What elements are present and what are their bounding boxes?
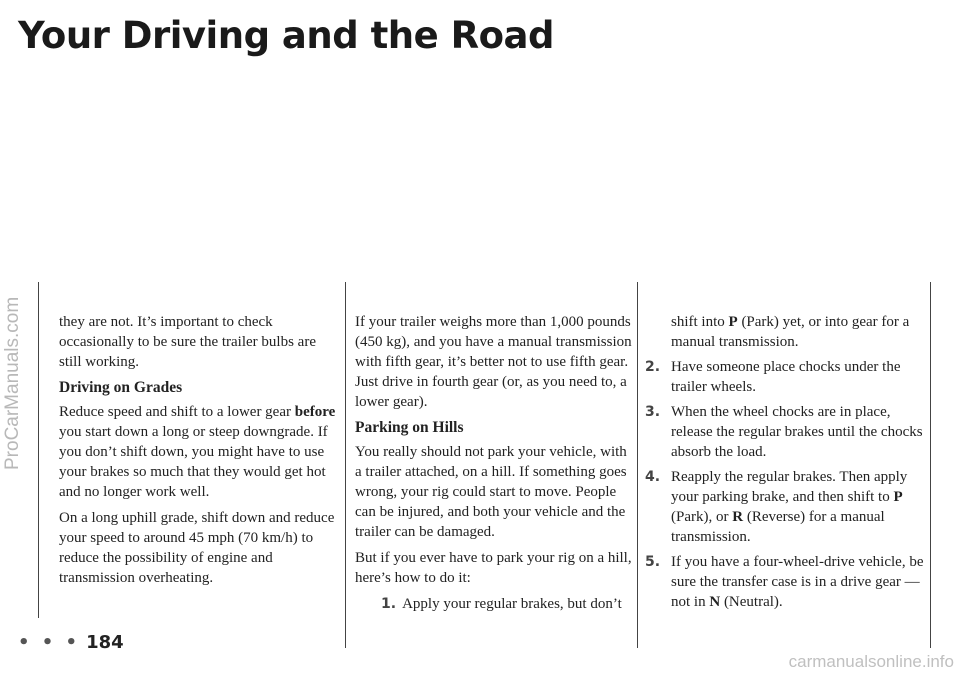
column-rule-1 — [38, 282, 39, 618]
step-number: 5. — [645, 554, 661, 570]
page-number: 184 — [86, 632, 124, 653]
emphasis-before: before — [294, 404, 336, 420]
step-1-continued: shift into P (Park) yet, or into gear for a manual transmission. — [671, 314, 910, 350]
column-2 — [355, 312, 633, 619]
hills-heading: Parking on Hills — [355, 419, 464, 436]
step-number: 3. — [645, 404, 661, 420]
step-3: 3. When the wheel chocks are in place, release the regular brakes until the chocks absorb the load. — [645, 404, 923, 460]
step-1: 1. Apply your regular brakes, but don’t — [381, 596, 622, 612]
step-5: 5. If you have a four-wheel-drive vehicle, be sure the transfer case is in a drive gear — not in N (Neutral). — [645, 554, 924, 610]
step-number: 2. — [645, 359, 661, 375]
column-3 — [645, 312, 927, 617]
column-rule-2 — [345, 282, 346, 648]
hills-paragraph-1: You really should not park your vehicle, with a trailer attached, on a hill. If something goes wrong, your rig could start to move. People can be injured, and both your vehicle and the trailer can be damaged. — [355, 444, 627, 540]
page-footer — [18, 632, 124, 653]
step-4: 4. Reapply the regular brakes. Then apply your parking brake, and then shift to P (Park), or R (Reverse) for a manual transmission. — [645, 469, 908, 545]
footer-dots: • • • — [18, 632, 81, 653]
step-number: 1. — [381, 596, 397, 612]
grades-paragraph-1: Reduce speed and shift to a lower gear before you start down a long or steep downgrade. If you don’t shift down, you might have to use your brakes so much that they would get hot and no longer work well. — [59, 404, 336, 500]
grades-heading: Driving on Grades — [59, 379, 183, 396]
hills-paragraph-2: But if you ever have to park your rig on a hill, here’s how to do it: — [355, 550, 632, 586]
trailer-weight-paragraph: If your trailer weighs more than 1,000 pounds (450 kg), and you have a manual transmission with fifth gear, it’s better not to use fifth gear. Just drive in fourth gear (or, as you need to, a lower gear). — [355, 314, 632, 410]
page-title: Your Driving and the Road — [18, 14, 554, 57]
intro-paragraph: they are not. It’s important to check occasionally to be sure the trailer bulbs are still working. — [59, 314, 316, 370]
grades-paragraph-2: On a long uphill grade, shift down and reduce your speed to around 45 mph (70 km/h) to reduce the possibility of engine and transmission overheating. — [59, 510, 335, 586]
step-number: 4. — [645, 469, 661, 485]
column-1 — [59, 312, 342, 594]
parking-steps-start — [355, 594, 633, 614]
parking-steps-cont — [645, 312, 927, 612]
column-rule-4 — [930, 282, 931, 648]
watermark-left: ProCarManuals.com — [2, 296, 23, 470]
column-rule-3 — [637, 282, 638, 648]
step-2: 2. Have someone place chocks under the trailer wheels. — [645, 359, 901, 395]
watermark-bottom: carmanualsonline.info — [788, 652, 954, 671]
